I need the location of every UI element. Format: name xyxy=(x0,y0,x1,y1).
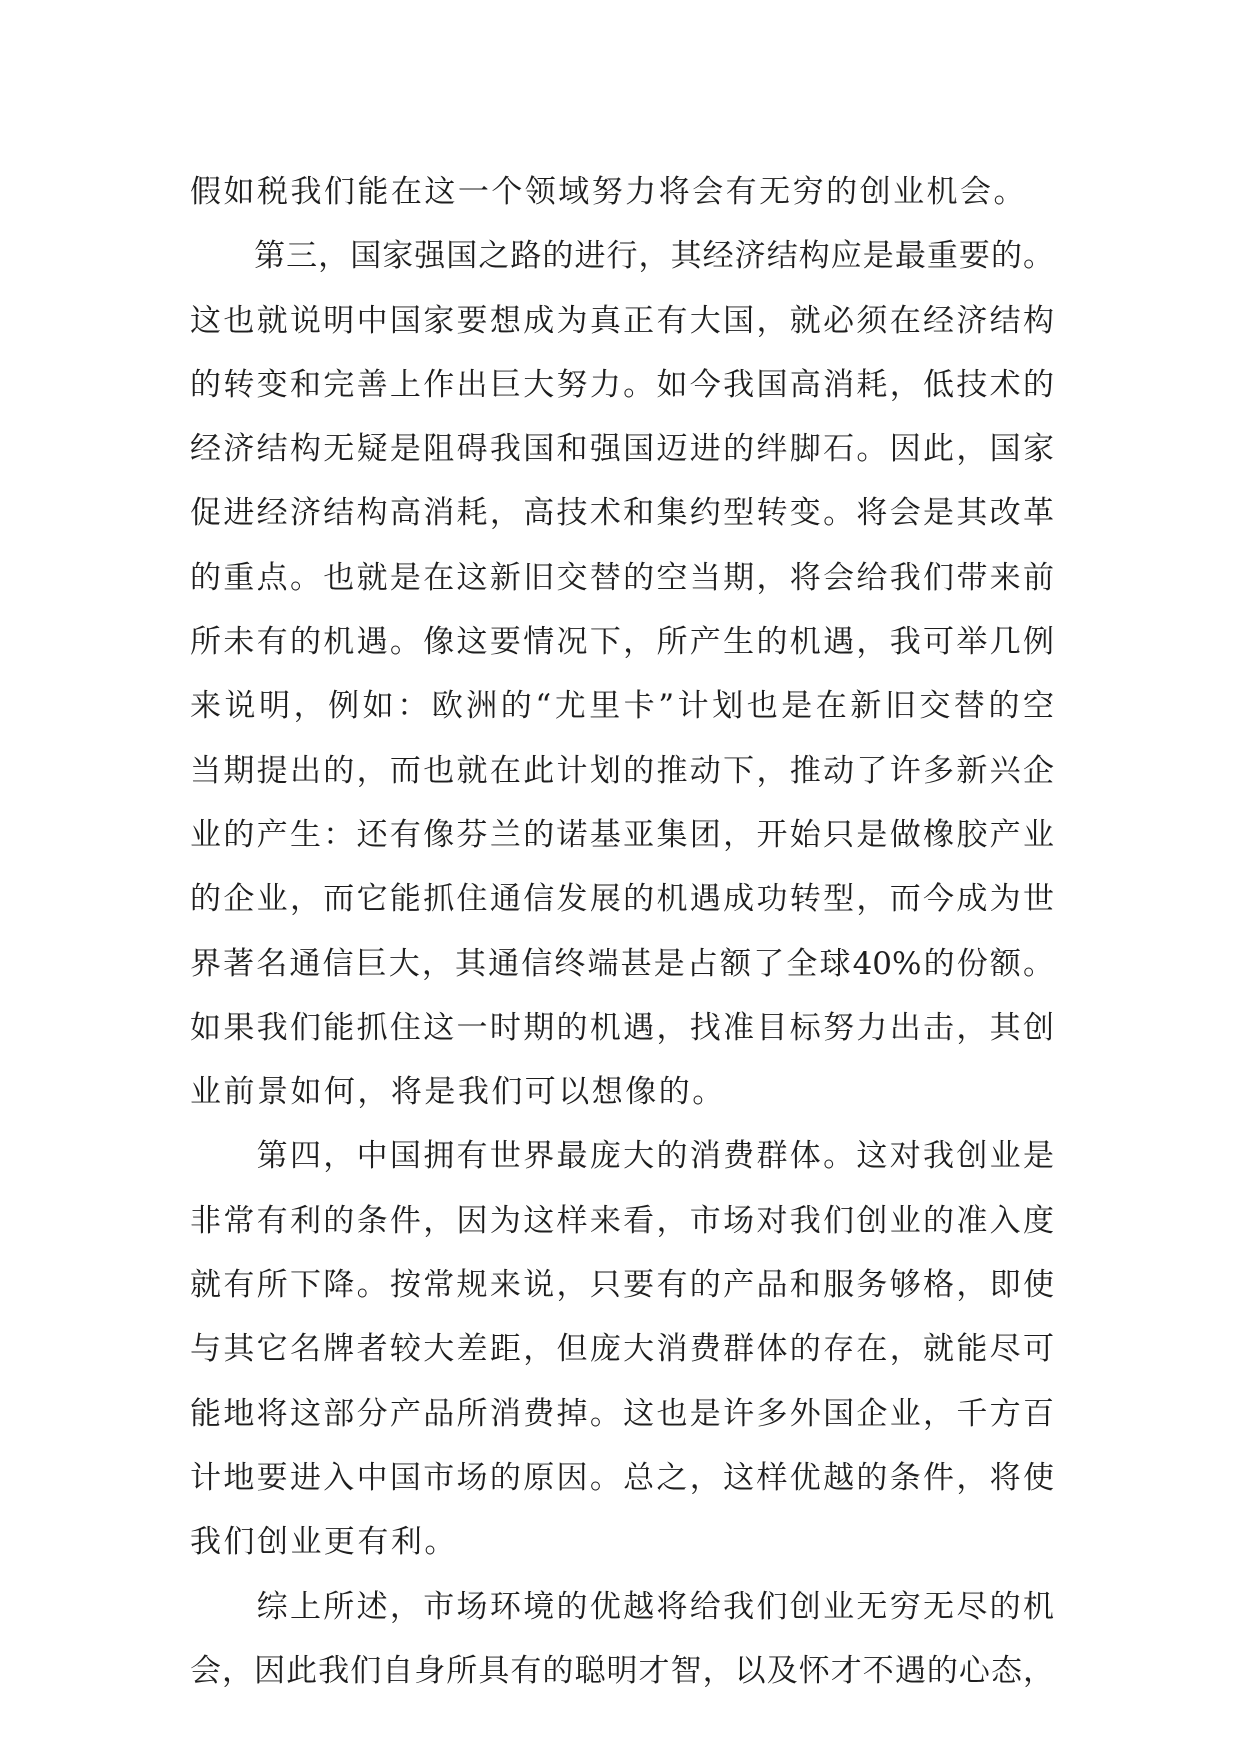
text-line: 的转变和完善上作出巨大努力。如今我国高消耗，低技术的 xyxy=(190,366,1054,403)
text-line: 所未有的机遇。像这要情况下，所产生的机遇，我可举几例 xyxy=(190,624,1054,661)
text-line: 能地将这部分产品所消费掉。这也是许多外国企业，千方百 xyxy=(190,1395,1054,1432)
text-line: 假如税我们能在这一个领域努力将会有无穷的创业机会。 xyxy=(190,174,1027,210)
paragraph-4-start: 第四，中国拥有世界最庞大的消费群体。这对我创业是 xyxy=(190,1138,1054,1175)
text-line: 业的产生：还有像芬兰的诺基亚集团，开始只是做橡胶产业 xyxy=(190,816,1054,853)
text-line: 就有所下降。按常规来说，只要有的产品和服务够格，即使 xyxy=(190,1267,1054,1304)
text-line: 的重点。也就是在这新旧交替的空当期，将会给我们带来前 xyxy=(190,559,1054,596)
text-line: 界著名通信巨大，其通信终端甚是占额了全球40%的份额。 xyxy=(190,945,1054,982)
text-line: 促进经济结构高消耗，高技术和集约型转变。将会是其改革 xyxy=(190,495,1054,532)
text-line: 非常有利的条件，因为这样来看，市场对我们创业的准入度 xyxy=(190,1202,1054,1239)
text-line: 当期提出的，而也就在此计划的推动下，推动了许多新兴企 xyxy=(190,752,1054,789)
text-line: 计地要进入中国市场的原因。总之，这样优越的条件，将使 xyxy=(190,1459,1054,1496)
body-text xyxy=(190,160,1054,1703)
text-line: 的企业，而它能抓住通信发展的机遇成功转型，而今成为世 xyxy=(190,881,1054,918)
text-line: 如果我们能抓住这一时期的机遇，找准目标努力出击，其创 xyxy=(190,1009,1054,1046)
paragraph-5-start: 综上所述，市场环境的优越将给我们创业无穷无尽的机 xyxy=(190,1588,1054,1625)
text-line: 会，因此我们自身所具有的聪明才智，以及怀才不遇的心态， xyxy=(190,1652,1054,1689)
text-line: 经济结构无疑是阻碍我国和强国迈进的绊脚石。因此，国家 xyxy=(190,431,1054,468)
paragraph-3-start: 第三，国家强国之路的进行，其经济结构应是最重要的。 xyxy=(190,238,1054,275)
text-line: 与其它名牌者较大差距，但庞大消费群体的存在，就能尽可 xyxy=(190,1331,1054,1368)
text-line: 业前景如何，将是我们可以想像的。 xyxy=(190,1074,726,1111)
text-line: 来说明，例如：欧洲的“尤里卡”计划也是在新旧交替的空 xyxy=(190,688,1054,725)
text-line: 我们创业更有利。 xyxy=(190,1524,458,1561)
text-line: 这也就说明中国家要想成为真正有大国，就必须在经济结构 xyxy=(190,302,1054,339)
